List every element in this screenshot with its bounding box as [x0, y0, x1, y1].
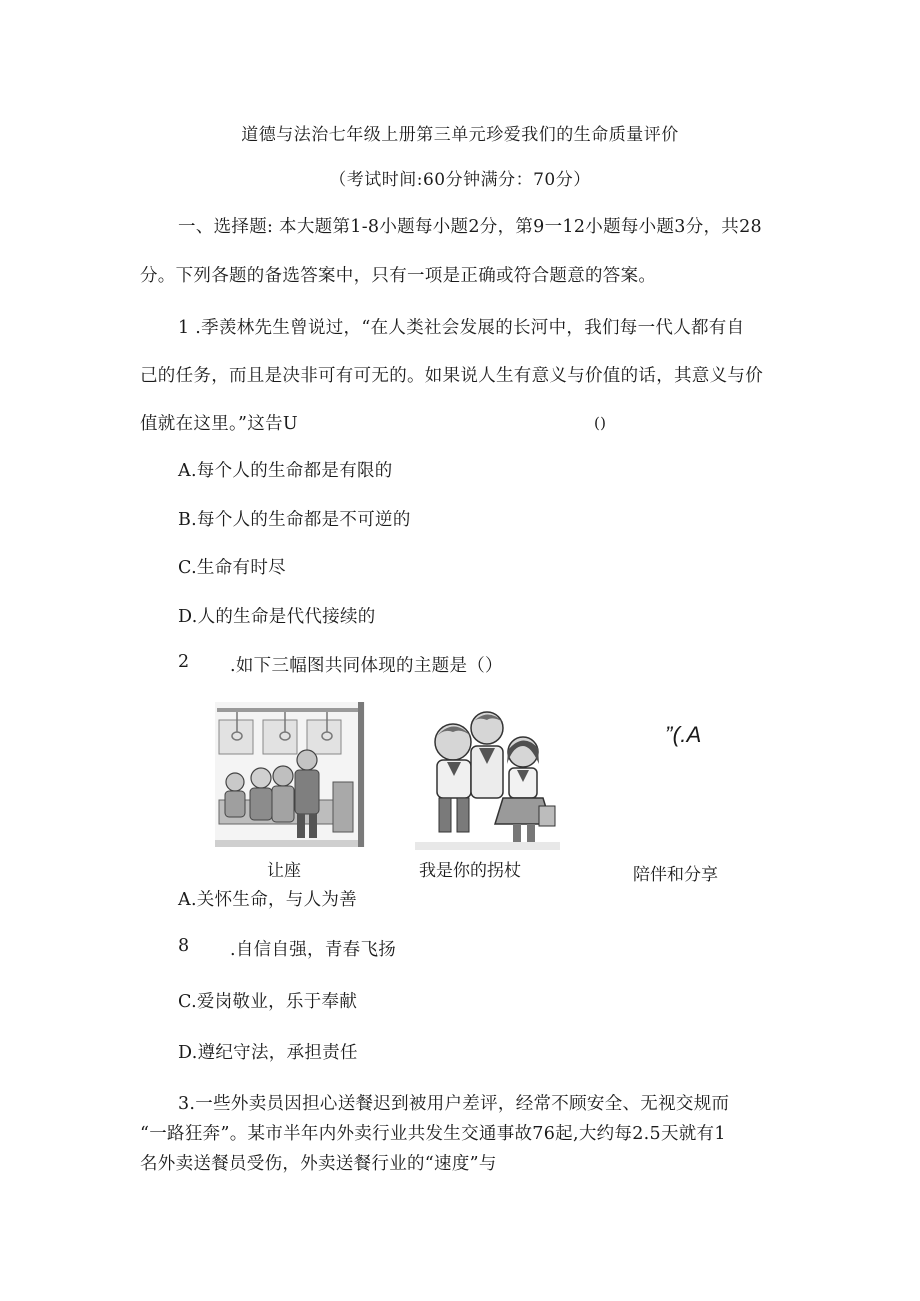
exam-subtitle: （考试时间:60分钟满分：70分）: [329, 170, 591, 190]
question-2-option-b-number: 8: [178, 936, 190, 956]
stray-mark: ”(.A: [665, 722, 702, 747]
caption-offering-seat: 让座: [267, 861, 301, 881]
question-2-option-d: D.遵纪守法，承担责任: [178, 1043, 358, 1063]
question-1-option-d: D.人的生命是代代接续的: [178, 607, 376, 627]
question-3-line-3: 名外卖送餐员受伤，外卖送餐行业的“速度”与: [140, 1154, 497, 1174]
question-2-option-b: .自信自强，青春飞扬: [230, 940, 397, 960]
question-2-option-c: C.爱岗敬业，乐于奉献: [178, 992, 358, 1012]
children-helping-illustration: [415, 702, 560, 850]
question-1-line-2: 己的任务，而且是决非可有可无的。如果说人生有意义与价值的话，其意义与价: [140, 366, 763, 386]
image-being-your-crutch: [415, 702, 560, 850]
caption-being-your-crutch: 我是你的拐杖: [419, 861, 521, 881]
question-3-line-1: 3.一些外卖员因担心送餐迟到被用户差评，经常不顾安全、无视交规而: [178, 1094, 730, 1114]
question-1-option-a: A.每个人的生命都是有限的: [178, 461, 393, 481]
section-instruction-line-2: 分。下列各题的备选答案中，只有一项是正确或符合题意的答案。: [140, 266, 657, 286]
section-instruction-line-1: 一、选择题: 本大题第1-8小题每小题2分，第9一12小题每小题3分，共28: [178, 217, 762, 237]
question-1-option-b: B.每个人的生命都是不可逆的: [178, 510, 411, 530]
bus-scene-illustration: [215, 702, 365, 847]
exam-title: 道德与法治七年级上册第三单元珍爱我们的生命质量评价: [241, 125, 679, 145]
question-1-line-3: 值就在这里。”这告U: [140, 414, 298, 434]
question-2-option-a: A.关怀生命，与人为善: [178, 890, 357, 910]
question-3-line-2: “一路狂奔”。某市半年内外卖行业共发生交通事故76起,大约每2.5天就有1: [140, 1124, 726, 1144]
question-2-number: 2: [178, 652, 190, 672]
question-1-option-c: C.生命有时尽: [178, 558, 286, 578]
question-1-line-1: 1 .季羡林先生曾说过，“在人类社会发展的长河中，我们每一代人都有自: [178, 318, 745, 338]
image-offering-seat: [215, 702, 365, 847]
caption-company-and-sharing: 陪伴和分享: [633, 865, 718, 885]
question-2-stem: .如下三幅图共同体现的主题是（）: [230, 656, 503, 676]
answer-parenthesis: (): [594, 414, 607, 432]
